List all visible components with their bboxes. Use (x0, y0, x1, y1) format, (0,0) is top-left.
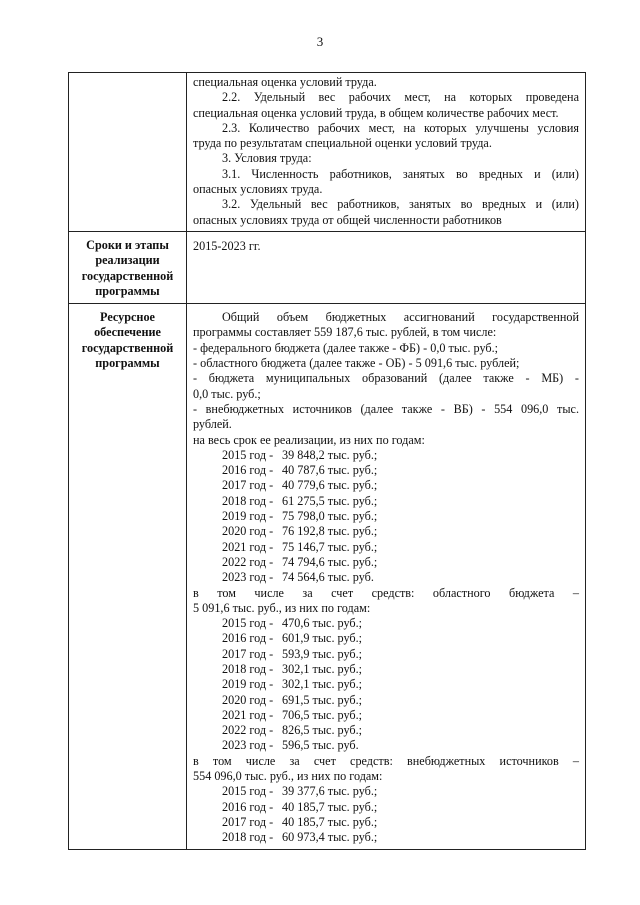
text-line: - бюджета муниципальных образований (далее также - МБ) - (193, 371, 579, 386)
year-label: 2015 год - (222, 616, 274, 631)
row2-label: Сроки и этапы реализации государственной программы (69, 231, 187, 303)
amount: 75 798,0 тыс. руб.; (282, 509, 378, 524)
row3-content-cell (187, 304, 586, 849)
year-label: 2018 год - (222, 830, 274, 845)
amount: 691,5 тыс. руб.; (282, 692, 363, 707)
list-item (193, 815, 579, 830)
amount: 39 377,6 тыс. руб.; (282, 784, 378, 799)
text-line: программы составляет 559 187,6 тыс. рублей, в том числе: (193, 325, 497, 340)
list-item (193, 616, 579, 631)
row2-value (187, 231, 586, 303)
list-item (193, 723, 579, 738)
year-label: 2020 год - (222, 524, 274, 539)
text-line: опасных условиях труда. (193, 182, 323, 197)
text-line: Общий объем бюджетных ассигнований государственной (222, 310, 579, 325)
amount: 601,9 тыс. руб.; (282, 631, 363, 646)
text-line: 3.1. Численность работников, занятых во вредных и (или) (222, 166, 579, 181)
page-number: 3 (316, 34, 324, 49)
table-row-resources (69, 304, 586, 849)
list-item (193, 662, 579, 677)
text-line: рублей. (193, 417, 232, 432)
list-item (193, 784, 579, 799)
year-label: 2015 год - (222, 447, 274, 462)
list-item (193, 570, 579, 585)
amount: 74 794,6 тыс. руб.; (282, 554, 378, 569)
year-label: 2018 год - (222, 493, 274, 508)
text-line: 5 091,6 тыс. руб., из них по годам: (193, 600, 371, 615)
year-label: 2019 год - (222, 677, 274, 692)
row1-content-cell (187, 73, 586, 232)
amount: 593,9 тыс. руб.; (282, 646, 363, 661)
amount: 39 848,2 тыс. руб.; (282, 447, 378, 462)
list-item (193, 555, 579, 570)
amount: 75 146,7 тыс. руб.; (282, 539, 378, 554)
text-line: в том числе за счет средств: внебюджетных источников – (193, 753, 579, 768)
amount: 826,5 тыс. руб.; (282, 723, 363, 738)
list-item (193, 677, 579, 692)
row1-label-cell (69, 73, 187, 232)
amount: 76 192,8 тыс. руб.; (282, 524, 378, 539)
list-item (193, 738, 579, 753)
amount: 40 787,6 тыс. руб.; (282, 463, 378, 478)
year-label: 2022 год - (222, 723, 274, 738)
text-line: опасных условиях труда от общей численности работников (193, 212, 502, 227)
list-item (193, 478, 579, 493)
list-item (193, 631, 579, 646)
table-row-terms (69, 231, 586, 303)
amount: 706,5 тыс. руб.; (282, 707, 363, 722)
year-label: 2023 год - (222, 738, 274, 753)
list-item (193, 800, 579, 815)
year-label: 2017 год - (222, 478, 274, 493)
year-label: 2015 год - (222, 784, 274, 799)
amount: 302,1 тыс. руб.; (282, 677, 363, 692)
text-line: на весь срок ее реализации, из них по годам: (193, 432, 425, 447)
text-line: - федерального бюджета (далее также - ФБ) - 0,0 тыс. руб.; (193, 340, 499, 355)
year-label: 2018 год - (222, 661, 274, 676)
text-line: 2015-2023 гг. (193, 238, 261, 253)
row3-label: Ресурсное обеспечение государственной программы (69, 304, 187, 849)
amount: 40 779,6 тыс. руб.; (282, 478, 378, 493)
text-line: 554 096,0 тыс. руб., из них по годам: (193, 769, 383, 784)
list-item (193, 540, 579, 555)
list-item (193, 524, 579, 539)
list-item (193, 830, 579, 845)
list-item (193, 463, 579, 478)
text-line: 0,0 тыс. руб.; (193, 386, 261, 401)
table-row-indicators (69, 73, 586, 232)
list-item (193, 647, 579, 662)
amount: 74 564,6 тыс. руб. (282, 570, 374, 585)
year-label: 2021 год - (222, 539, 274, 554)
year-label: 2016 год - (222, 631, 274, 646)
list-item (193, 509, 579, 524)
amount: 596,5 тыс. руб. (282, 738, 359, 753)
year-label: 2021 год - (222, 707, 274, 722)
amount: 40 185,7 тыс. руб.; (282, 799, 378, 814)
text-line: - областного бюджета (далее также - ОБ) - 5 091,6 тыс. рублей; (193, 356, 520, 371)
regional-by-year-list (193, 616, 579, 754)
year-label: 2017 год - (222, 814, 274, 829)
text-line: специальная оценка условий труда, в общем количестве рабочих мест. (193, 105, 559, 120)
amount: 302,1 тыс. руб.; (282, 661, 363, 676)
list-item (193, 708, 579, 723)
list-item (193, 448, 579, 463)
year-label: 2016 год - (222, 463, 274, 478)
list-item (193, 494, 579, 509)
year-label: 2019 год - (222, 509, 274, 524)
list-item (193, 693, 579, 708)
text-line: в том числе за счет средств: областного бюджета – (193, 585, 579, 600)
text-line: специальная оценка условий труда. (193, 75, 377, 89)
program-passport-table (68, 72, 586, 850)
amount: 40 185,7 тыс. руб.; (282, 814, 378, 829)
amount: 470,6 тыс. руб.; (282, 616, 363, 631)
year-label: 2022 год - (222, 554, 274, 569)
year-label: 2017 год - (222, 646, 274, 661)
year-label: 2016 год - (222, 799, 274, 814)
amount: 61 275,5 тыс. руб.; (282, 493, 378, 508)
year-label: 2023 год - (222, 570, 274, 585)
text-line: 3. Условия труда: (222, 151, 312, 166)
text-line: 2.2. Удельный вес рабочих мест, на которых проведена (222, 90, 579, 105)
amount: 60 973,4 тыс. руб.; (282, 830, 378, 845)
text-line: труда по результатам специальной оценки условий труда. (193, 136, 492, 151)
total-by-year-list (193, 448, 579, 586)
extrabudget-by-year-list (193, 784, 579, 845)
text-line: 3.2. Удельный вес работников, занятых во вредных и (или) (222, 197, 579, 212)
text-line: - внебюджетных источников (далее также - ВБ) - 554 096,0 тыс. (193, 401, 579, 416)
text-line: 2.3. Количество рабочих мест, на которых улучшены условия (222, 120, 579, 135)
year-label: 2020 год - (222, 692, 274, 707)
